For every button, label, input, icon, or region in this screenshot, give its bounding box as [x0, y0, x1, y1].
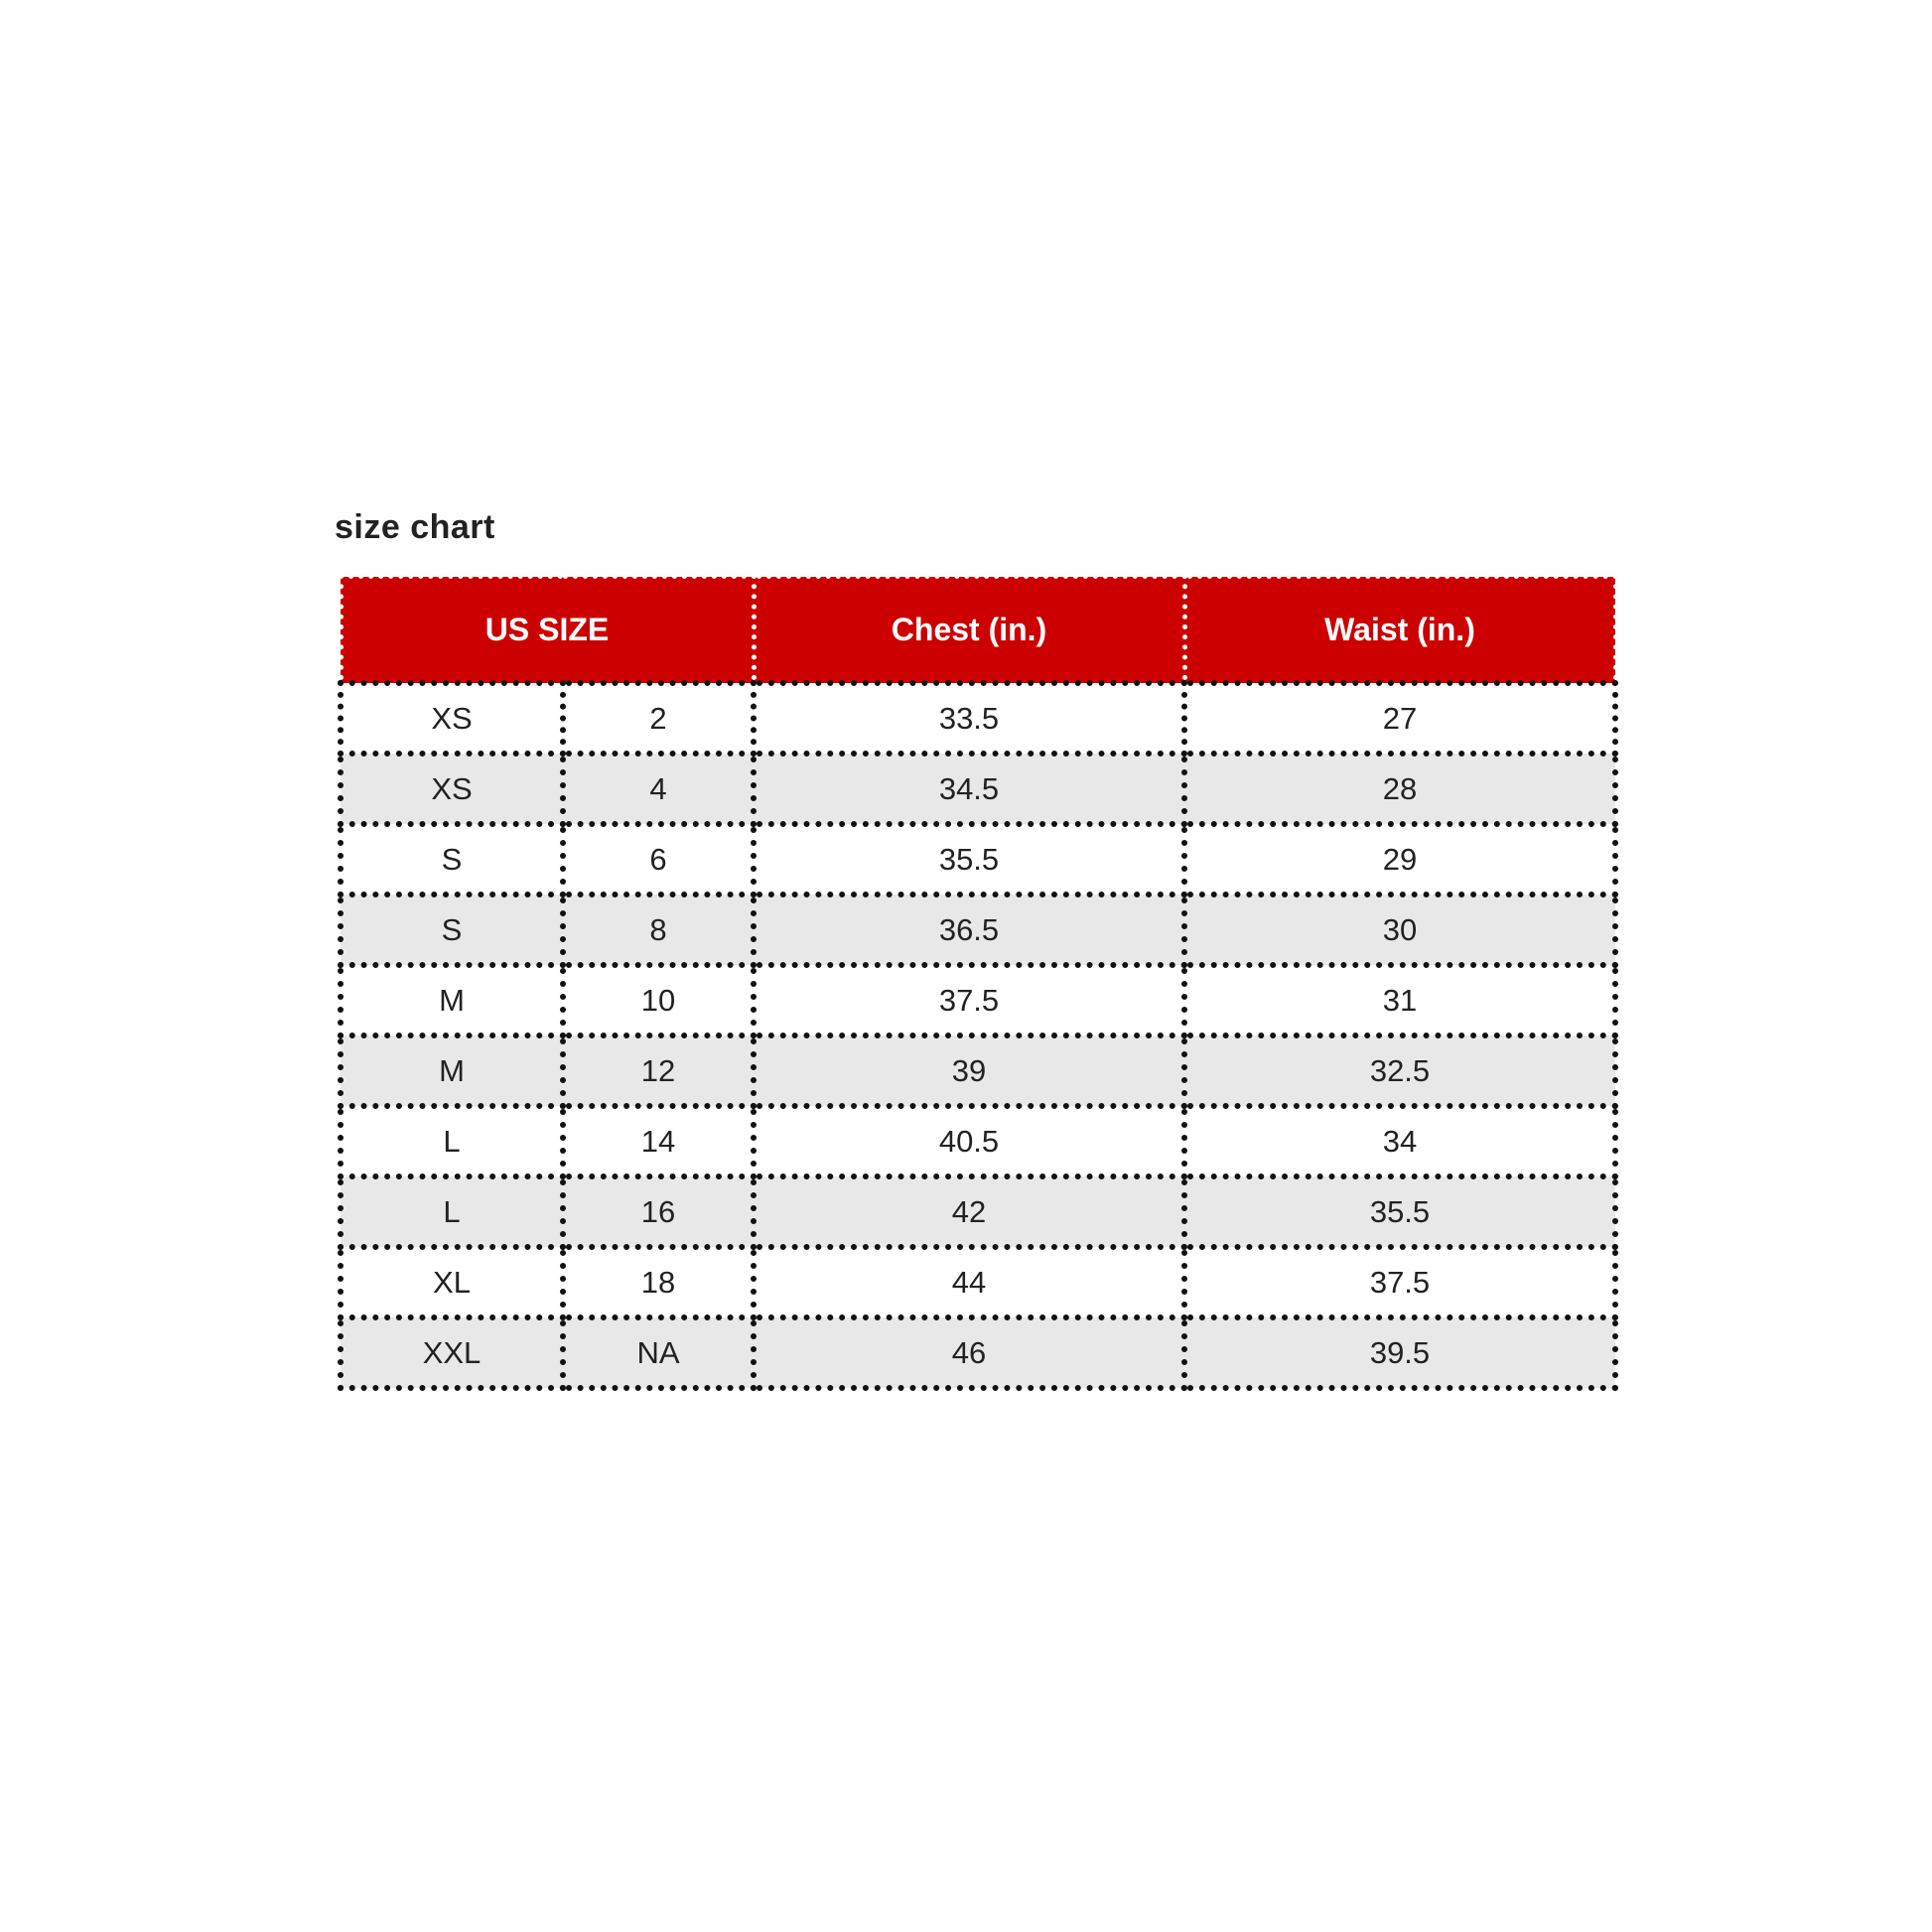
cell-chest: 37.5	[754, 965, 1184, 1035]
table-row	[341, 1106, 1615, 1176]
header-waist: Waist (in.)	[1184, 577, 1615, 684]
table-row	[341, 1035, 1615, 1106]
cell-chest: 33.5	[754, 683, 1184, 754]
cell-number-size: 10	[563, 965, 754, 1035]
cell-chest: 36.5	[754, 895, 1184, 965]
cell-number-size: 16	[563, 1176, 754, 1247]
cell-waist: 31	[1184, 965, 1615, 1035]
cell-letter-size: S	[341, 895, 563, 965]
cell-letter-size: XS	[341, 754, 563, 824]
cell-chest: 35.5	[754, 824, 1184, 895]
cell-letter-size: XXL	[341, 1317, 563, 1388]
table-row	[341, 895, 1615, 965]
table-row	[341, 965, 1615, 1035]
cell-letter-size: L	[341, 1176, 563, 1247]
table-row	[341, 1176, 1615, 1247]
cell-waist: 34	[1184, 1106, 1615, 1176]
cell-waist: 28	[1184, 754, 1615, 824]
cell-letter-size: L	[341, 1106, 563, 1176]
table-row	[341, 824, 1615, 895]
cell-number-size: 12	[563, 1035, 754, 1106]
table-row	[341, 754, 1615, 824]
cell-chest: 40.5	[754, 1106, 1184, 1176]
cell-number-size: 18	[563, 1247, 754, 1317]
cell-chest: 34.5	[754, 754, 1184, 824]
header-us-size: US SIZE	[341, 577, 754, 684]
cell-waist: 27	[1184, 683, 1615, 754]
cell-chest: 44	[754, 1247, 1184, 1317]
cell-number-size: NA	[563, 1317, 754, 1388]
cell-number-size: 6	[563, 824, 754, 895]
cell-letter-size: XS	[341, 683, 563, 754]
cell-number-size: 2	[563, 683, 754, 754]
cell-letter-size: XL	[341, 1247, 563, 1317]
cell-waist: 30	[1184, 895, 1615, 965]
table-row	[341, 1317, 1615, 1388]
cell-chest: 42	[754, 1176, 1184, 1247]
table-row	[341, 683, 1615, 754]
cell-number-size: 4	[563, 754, 754, 824]
header-chest: Chest (in.)	[754, 577, 1184, 684]
cell-number-size: 14	[563, 1106, 754, 1176]
cell-letter-size: M	[341, 1035, 563, 1106]
cell-letter-size: M	[341, 965, 563, 1035]
cell-waist: 35.5	[1184, 1176, 1615, 1247]
page-title: size chart	[335, 508, 495, 546]
cell-waist: 29	[1184, 824, 1615, 895]
size-chart	[338, 574, 1612, 1391]
header-row	[341, 577, 1615, 684]
cell-letter-size: S	[341, 824, 563, 895]
cell-number-size: 8	[563, 895, 754, 965]
cell-chest: 46	[754, 1317, 1184, 1388]
cell-waist: 32.5	[1184, 1035, 1615, 1106]
cell-waist: 39.5	[1184, 1317, 1615, 1388]
table-row	[341, 1247, 1615, 1317]
size-table	[338, 574, 1618, 1391]
cell-waist: 37.5	[1184, 1247, 1615, 1317]
cell-chest: 39	[754, 1035, 1184, 1106]
